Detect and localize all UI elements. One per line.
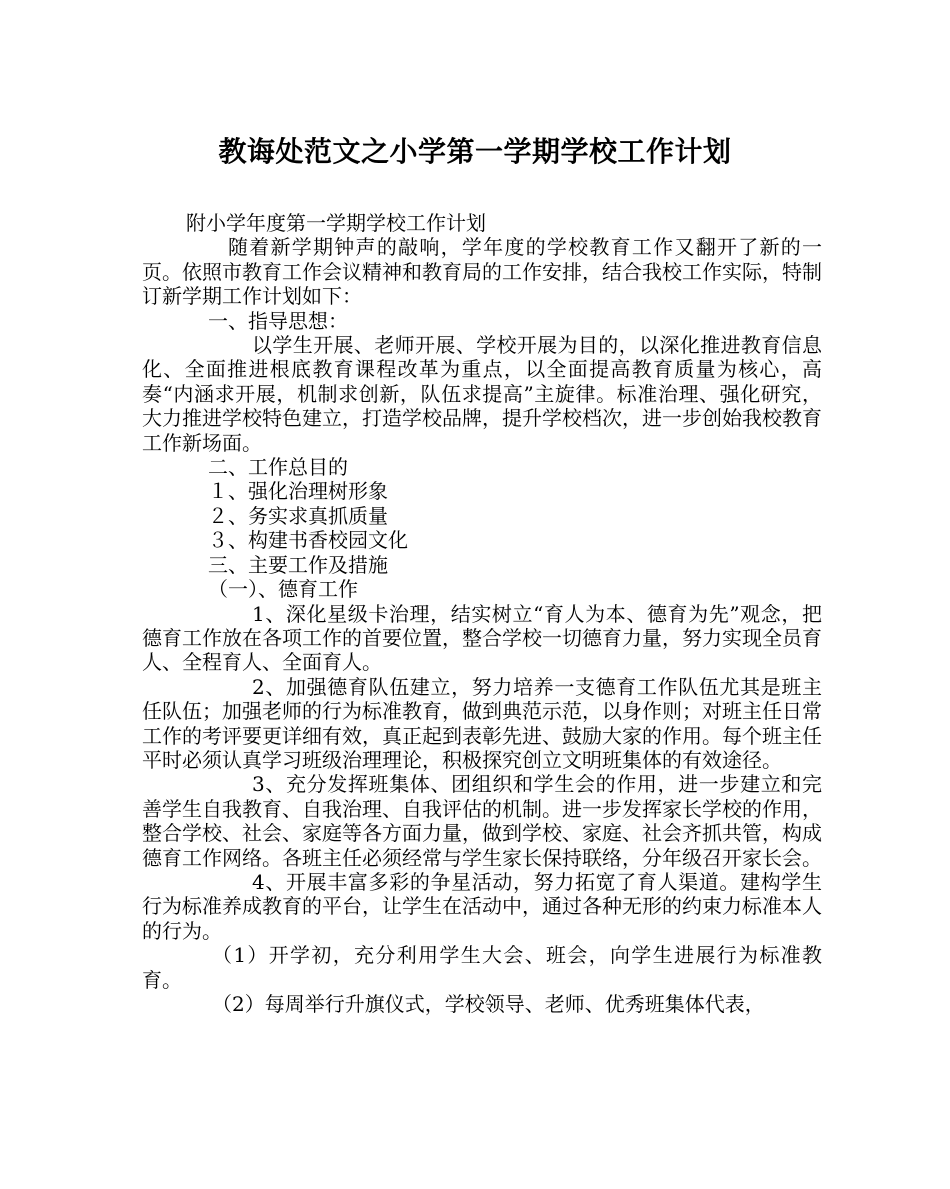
paragraph-item-3: 3、充分发挥班集体、团组织和学生会的作用，进一步建立和完善学生自我教育、自我治理、自我评估的机制。进一步发挥家长学校的作用，整合学校、社会、家庭等各方面力量，做到学校、家庭、社会齐抓共管，构成德育工作网络。各班主任必须经常与学生家长保持联络，分年级召开家长会。 bbox=[142, 772, 822, 870]
sub-item-1: （1）开学初，充分利用学生大会、班会，向学生进展行为标准教育。 bbox=[142, 943, 822, 992]
heading-main-work: 三、主要工作及措施 bbox=[208, 552, 388, 577]
paragraph-item-4: 4、开展丰富多彩的争星活动，努力拓宽了育人渠道。建构学生行为标准养成教育的平台，让学生在活动中，通过各种无形的约束力标准本人的行为。 bbox=[142, 869, 822, 943]
goal-item-1: １、强化治理树形象 bbox=[208, 479, 388, 504]
goal-item-3: ３、构建书香校园文化 bbox=[208, 528, 408, 553]
paragraph-subtitle: 附小学年度第一学期学校工作计划 bbox=[186, 211, 486, 235]
paragraph-item-2: 2、加强德育队伍建立，努力培养一支德育工作队伍尤其是班主任队伍；加强老师的行为标准教育，做到典范示范，以身作则；对班主任日常工作的考评要更详细有效，真正起到表彰先进、鼓励大家的作用。每个班主任平时必须认真学习班级治理理论，积极探究创立文明班集体的有效途径。 bbox=[142, 674, 822, 772]
paragraph-intro: 随着新学期钟声的敲响，学年度的学校教育工作又翻开了新的一页。依照市教育工作会议精神和教育局的工作安排，结合我校工作实际，特制订新学期工作计划如下： bbox=[142, 235, 822, 309]
heading-moral-education: （一）、德育工作 bbox=[208, 577, 358, 602]
paragraph-guiding-thought: 以学生开展、老师开展、学校开展为目的，以深化推进教育信息化、全面推进根底教育课程改革为重点，以全面提高教育质量为核心，高奏“内涵求开展，机制求创新，队伍求提高”主旋律。标准治理、强化研究，大力推进学校特色建立，打造学校品牌，提升学校档次，进一步创始我校教育工作新场面。 bbox=[142, 333, 822, 455]
paragraph-item-1: 1、深化星级卡治理，结实树立“育人为本、德育为先”观念，把德育工作放在各项工作的首要位置，整合学校一切德育力量，努力实现全员育人、全程育人、全面育人。 bbox=[142, 601, 822, 675]
heading-work-goals: 二、工作总目的 bbox=[208, 455, 348, 480]
goal-item-2: ２、务实求真抓质量 bbox=[208, 503, 388, 528]
heading-guiding-thought: 一、指导思想： bbox=[208, 308, 348, 333]
sub-item-2: （2）每周举行升旗仪式，学校领导、老师、优秀班集体代表， bbox=[212, 992, 765, 1016]
document-title: 教诲处范文之小学第一学期学校工作计划 bbox=[218, 135, 732, 168]
document-body bbox=[142, 211, 822, 1016]
